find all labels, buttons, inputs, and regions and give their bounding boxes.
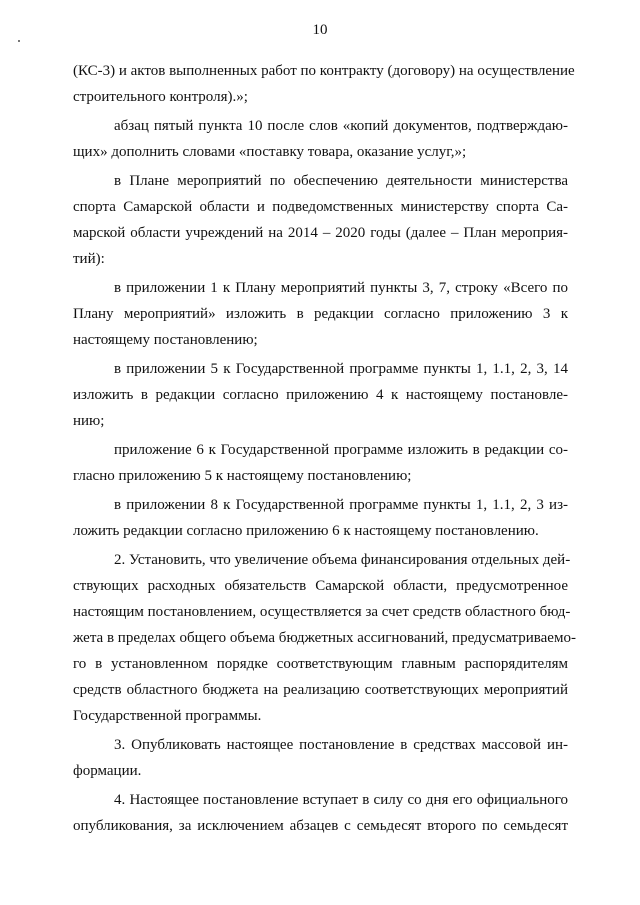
- text-line: Государственной программы.: [73, 708, 262, 724]
- paragraph-3: [73, 168, 568, 272]
- page-number: 10: [312, 22, 328, 38]
- text-line: 2. Установить, что увеличение объема финансирования отдельных дей-: [114, 552, 571, 568]
- text-line: спорта Самарской области и подведомственных министерству спорта Са-: [73, 199, 568, 215]
- document-body: [73, 58, 576, 842]
- text-line: в приложении 8 к Государственной программе пункты 1, 1.1, 2, 3 из-: [114, 497, 568, 513]
- text-line: в Плане мероприятий по обеспечению деятельности министерства: [114, 173, 568, 189]
- text-line: приложение 6 к Государственной программе изложить в редакции со-: [114, 442, 568, 458]
- text-line: настоящим постановлением, осуществляется за счет средств областного бюд-: [73, 604, 571, 620]
- text-line: го в установленном порядке соответствующим главным распорядителям: [73, 656, 568, 672]
- paragraph-1: [73, 58, 575, 110]
- text-line: формации.: [73, 763, 142, 779]
- paragraph-4: [73, 275, 568, 353]
- paragraph-8: [73, 547, 576, 729]
- text-line: абзац пятый пункта 10 после слов «копий документов, подтверждаю-: [114, 118, 568, 134]
- paragraph-2: [73, 113, 568, 165]
- text-line: ствующих расходных обязательств Самарской области, предусмотренное: [73, 578, 568, 594]
- scan-mark: [18, 40, 20, 42]
- paragraph-10: [73, 787, 568, 839]
- text-line: в приложении 1 к Плану мероприятий пункты 3, 7, строку «Всего по: [114, 280, 568, 296]
- text-line: нию;: [73, 413, 105, 429]
- text-line: марской области учреждений на 2014 – 2020 годы (далее – План мероприя-: [73, 225, 568, 241]
- text-line: Плану мероприятий» изложить в редакции согласно приложению 3 к: [73, 306, 568, 322]
- text-line: гласно приложению 5 к настоящему постановлению;: [73, 468, 412, 484]
- paragraph-7: [73, 492, 568, 544]
- paragraph-5: [73, 356, 568, 434]
- text-line: средств областного бюджета на реализацию соответствующих мероприятий: [73, 682, 568, 698]
- paragraph-6: [73, 437, 568, 489]
- text-line: настоящему постановлению;: [73, 332, 258, 348]
- text-line: жета в пределах общего объема бюджетных ассигнований, предусматриваемо-: [73, 630, 576, 646]
- text-line: щих» дополнить словами «поставку товара, оказание услуг,»;: [73, 144, 467, 160]
- text-line: ложить редакции согласно приложению 6 к настоящему постановлению.: [73, 523, 539, 539]
- text-line: в приложении 5 к Государственной программе пункты 1, 1.1, 2, 3, 14: [114, 361, 568, 377]
- text-line: изложить в редакции согласно приложению 4 к настоящему постановле-: [73, 387, 568, 403]
- text-line: (КС-3) и актов выполненных работ по контракту (договору) на осуществление: [73, 63, 575, 79]
- paragraph-9: [73, 732, 568, 784]
- text-line: тий):: [73, 251, 105, 267]
- text-line: опубликования, за исключением абзацев с семьдесят второго по семьдесят: [73, 818, 568, 834]
- text-line: строительного контроля).»;: [73, 89, 248, 105]
- text-line: 3. Опубликовать настоящее постановление в средствах массовой ин-: [114, 737, 568, 753]
- text-line: 4. Настоящее постановление вступает в силу со дня его официального: [114, 792, 568, 808]
